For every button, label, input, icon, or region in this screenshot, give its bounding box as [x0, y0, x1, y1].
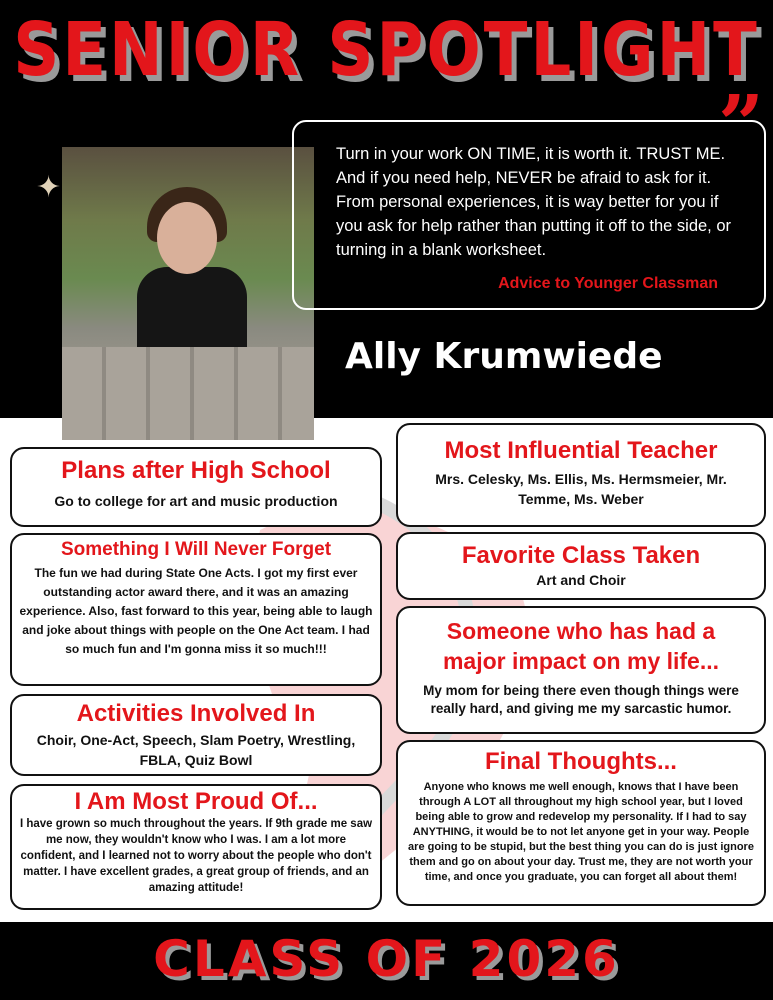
never-forget-card: [10, 533, 382, 686]
quote-mark-icon: ”: [718, 77, 765, 171]
advice-quote-box: [292, 120, 766, 310]
proud-title: I Am Most Proud Of...: [74, 788, 318, 815]
impact-card: [396, 606, 766, 734]
sparkle-icon: ✦: [36, 171, 62, 204]
student-name: Ally Krumwiede: [345, 336, 663, 377]
activities-title: Activities Involved In: [76, 700, 316, 727]
teacher-body: Mrs. Celesky, Ms. Ellis, Ms. Hermsmeier, Mr. Temme, Ms. Weber: [435, 470, 727, 507]
impact-title: Someone who has had a major impact on my life...: [442, 618, 720, 674]
plans-card: [10, 447, 382, 527]
final-thoughts-title: Final Thoughts...: [485, 748, 677, 775]
teacher-card: [396, 423, 766, 527]
favorite-class-body: Art and Choir: [536, 571, 626, 588]
plans-body: Go to college for art and music production: [54, 492, 338, 509]
class-of-title: CLASS OF 2026: [153, 930, 620, 988]
plans-title: Plans after High School: [61, 457, 331, 484]
page-title: SENIOR SPOTLIGHT: [13, 8, 760, 94]
favorite-class-title: Favorite Class Taken: [461, 542, 701, 569]
final-thoughts-body: Anyone who knows me well enough, knows that I have been through A LOT all throughout my high school year, but I loved being able to grow and redevelop my personality. If I had to say ANYTHING, it would be to not let anyone get in your way. People are going to be stupid, but the best thing you can do is just ignore them and go on about your day. Trust me, they are not worth your time, and once you graduate, you can forget all about them!: [408, 780, 754, 883]
impact-body: My mom for being there even though things were really hard, and giving me my sarcastic humor.: [423, 683, 739, 716]
student-photo: [62, 147, 314, 440]
activities-card: [10, 694, 382, 776]
proud-card: [10, 784, 382, 910]
never-forget-title: Something I Will Never Forget: [60, 539, 332, 560]
right-column: [396, 423, 766, 906]
teacher-title: Most Influential Teacher: [444, 437, 718, 464]
advice-quote-text: Turn in your work ON TIME, it is worth it. TRUST ME. And if you need help, NEVER be afraid to ask for it. From personal experiences, it is way better for you if you ask for help rather than putting it off to the side, or turning in a blank worksheet.: [336, 145, 732, 259]
advice-quote-label: Advice to Younger Classman: [498, 275, 718, 292]
final-thoughts-card: [396, 740, 766, 906]
activities-body: Choir, One-Act, Speech, Slam Poetry, Wrestling, FBLA, Quiz Bowl: [36, 731, 356, 768]
favorite-class-card: [396, 532, 766, 600]
never-forget-body: The fun we had during State One Acts. I got my first ever outstanding actor award there, and it was an amazing experience. Also, fast forward to this year, being able to laugh and joke about things with people on the One Act team. I had so much fun and I'm gonna miss it so much!!!: [19, 565, 373, 656]
left-column: [10, 447, 382, 910]
proud-body: I have grown so much throughout the years. If 9th grade me saw me now, they wouldn't know who I was. I am a lot more confident, and I learned not to worry about the people who don't matter. I have excellent grades, a great group of friends, and an amazing attitude!: [19, 817, 373, 894]
